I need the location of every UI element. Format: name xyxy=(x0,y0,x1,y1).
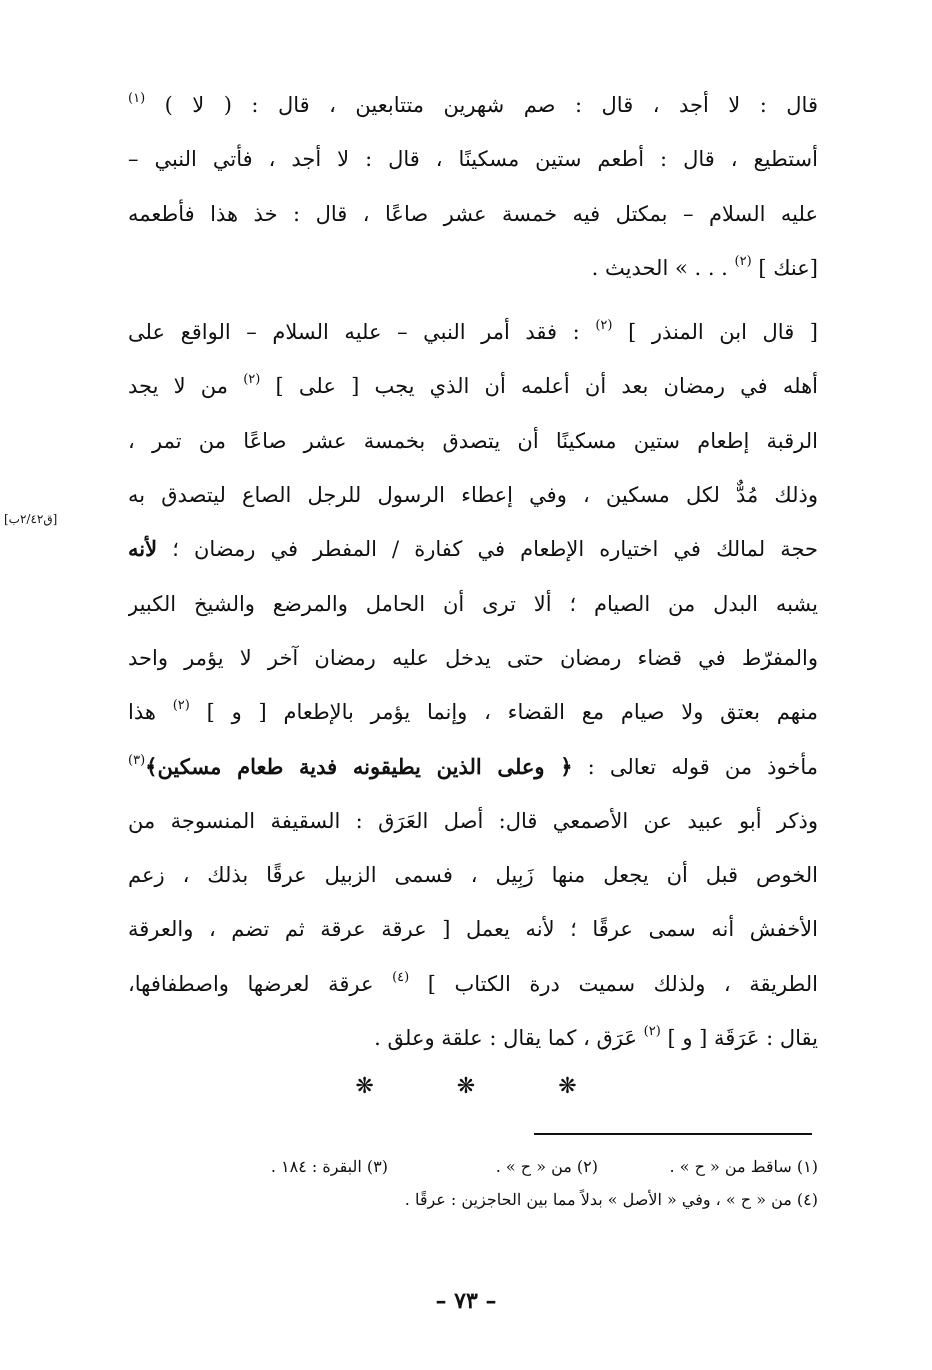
text-line: وذلك مُدٌّ لكل مسكين ، وفي إعطاء الرسول للرجل الصاع ليتصدق به xyxy=(128,483,818,508)
text-line: وذكر أبو عبيد عن الأصمعي قال: أصل العَرَق : السقيفة المنسوجة من xyxy=(128,808,818,833)
footnote-marker: (٢) xyxy=(734,253,752,269)
text-line: قال : لا أجد ، قال : صم شهرين متتابعين ، قال : ( لا ) $^{(١)}$ xyxy=(128,91,818,117)
footnote-row xyxy=(128,1150,818,1183)
text-line: الطريقة ، ولذلك سميت درة الكتاب ] $^{(٤)}$ عرقة لعرضها واصطفافها، xyxy=(128,969,818,996)
footnote-marker: (٢) xyxy=(595,318,613,334)
star-ornament-icon: ❋ xyxy=(355,1074,374,1099)
text-line: يشبه البدل من الصيام ؛ ألا ترى أن الحامل والمرضع والشيخ الكبير xyxy=(128,591,818,616)
footnote-marker: (٤) xyxy=(392,969,410,985)
text-line: حجة لمالك في اختياره الإطعام في كفارة / المفطر في رمضان ؛ لأنه xyxy=(128,536,818,562)
quran-verse: ﴿ وعلى الذين يطيقونه فدية طعام مسكين﴾ xyxy=(145,753,573,779)
footnote-marker: (٢) xyxy=(172,698,190,714)
text-line: الرقبة إطعام ستين مسكينًا أن يتصدق بخمسة عشر صاعًا من تمر ، xyxy=(128,428,818,453)
text-line: الأخفش أنه سمى عرقًا ؛ لأنه يعمل [ عرقة عرقة ثم تضم ، والعرقة xyxy=(128,917,818,942)
footnote: (٣) البقرة : ١٨٤ . xyxy=(270,1157,388,1176)
manuscript-folio-note: [ق٢/٤٢ب] xyxy=(4,512,58,526)
footnote-marker: (٢) xyxy=(643,1024,661,1040)
star-ornament-icon: ❋ xyxy=(456,1074,476,1099)
footnote-marker: (٢) xyxy=(243,372,261,388)
text-line: [ قال ابن المنذر ] $^{(٢)}$ : فقد أمر النبي – عليه السلام – الواقع على xyxy=(128,318,818,345)
footnote-row xyxy=(128,1183,818,1216)
text-line: يقال : عَرَقَة [ و ] $^{(٢)}$ عَرَق ، كما يقال : علقة وعلق . xyxy=(374,1024,818,1051)
footnote-marker: (١) xyxy=(128,91,146,106)
paragraph-commentary xyxy=(128,305,818,1065)
text-line: أستطيع ، قال : أطعم ستين مسكينًا ، قال : لا أجد ، فأتي النبي – xyxy=(128,147,818,172)
footnote-marker: (٣) xyxy=(128,752,146,768)
text-line: [عنك ] $^{(٢)}$ . . . » الحديث . xyxy=(591,253,818,280)
footnotes xyxy=(128,1150,818,1216)
paragraph-hadith xyxy=(128,78,818,295)
text-line: منهم بعتق ولا صيام مع القضاء ، وإنما يؤمر بالإطعام [ و ] $^{(٢)}$ هذا xyxy=(128,698,818,725)
section-separator xyxy=(0,1074,932,1099)
footnote-rule xyxy=(534,1133,812,1135)
text-line: مأخوذ من قوله تعالى : ﴿ وعلى الذين يطيقونه فدية طعام مسكين﴾$^{(٣)}$ xyxy=(128,752,818,779)
star-ornament-icon: ❋ xyxy=(558,1074,577,1099)
footnote: (٤) من « ح » ، وفي « الأصل » بدلاً مما بين الحاجزين : عرقًا . xyxy=(404,1190,818,1209)
text-line: أهله في رمضان بعد أن أعلمه أن الذي يجب [ على ] $^{(٢)}$ من لا يجد xyxy=(128,372,818,399)
footnote: (٢) من « ح » . xyxy=(495,1157,598,1176)
text-line: عليه السلام – بمكتل فيه خمسة عشر صاعًا ، قال : خذ هذا فأطعمه xyxy=(128,201,818,226)
page-number: – ٧٣ – xyxy=(435,1288,497,1314)
text-line: الخوص قبل أن يجعل منها زَبِيل ، فسمى الزبيل عرقًا بذلك ، زعم xyxy=(128,863,818,888)
main-text xyxy=(128,78,818,1065)
footnote: (١) ساقط من « ح » . xyxy=(669,1157,818,1176)
text-line: والمفرّط في قضاء رمضان حتى يدخل عليه رمضان آخر لا يؤمر واحد xyxy=(128,645,818,670)
